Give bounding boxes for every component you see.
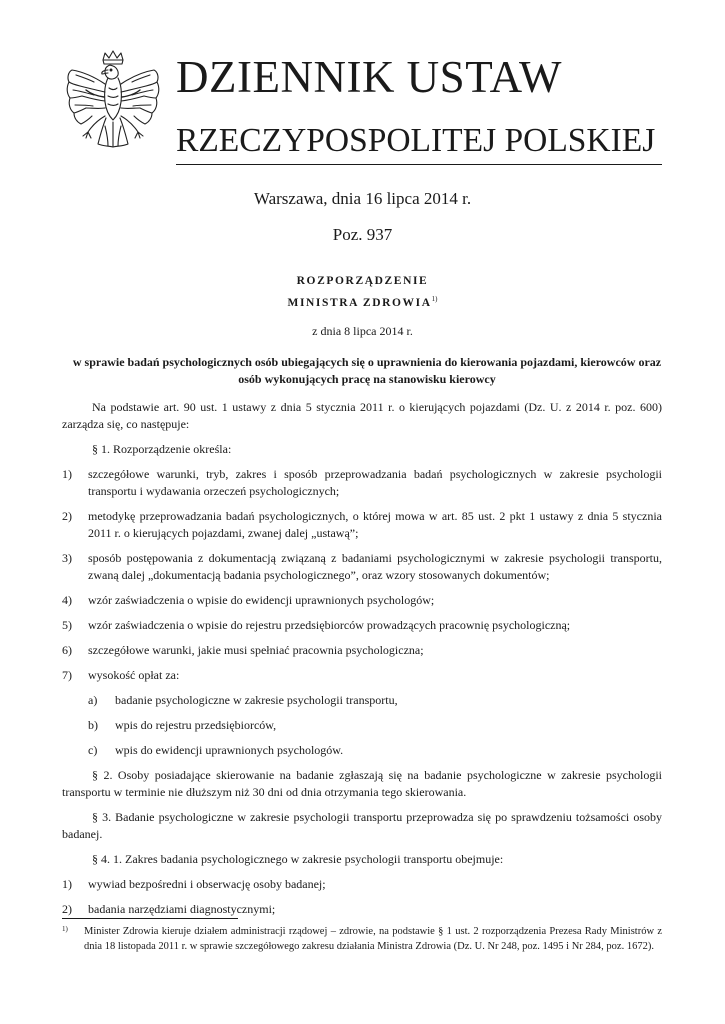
- regulation-body: [62, 399, 662, 918]
- sub-list-item: [62, 742, 662, 759]
- gazette-subtitle: RZECZYPOSPOLITEJ POLSKIEJ: [176, 122, 656, 159]
- list-item: [62, 876, 662, 893]
- list-item-text: wywiad bezpośredni i obserwację osoby badanej;: [88, 877, 326, 891]
- sub-list-item-text: badanie psychologiczne w zakresie psychologii transportu,: [115, 693, 398, 707]
- list-item-text: wzór zaświadczenia o wpisie do ewidencji uprawnionych psychologów;: [88, 593, 435, 607]
- list-item-text: wzór zaświadczenia o wpisie do rejestru przedsiębiorców prowadzących pracownię psychologiczną;: [88, 618, 571, 632]
- list-item: [62, 642, 662, 659]
- list-item-number: 7): [62, 668, 72, 682]
- act-date: z dnia 8 lipca 2014 r.: [312, 324, 413, 338]
- sub-list-item: [62, 692, 662, 709]
- footnote-number: 1): [62, 925, 68, 933]
- sub-list-item-letter: b): [88, 718, 98, 732]
- publication-date: Warszawa, dnia 16 lipca 2014 r.: [253, 189, 472, 208]
- list-item: [62, 466, 662, 500]
- list-item-number: 5): [62, 618, 72, 632]
- list-item-number: 1): [62, 467, 72, 481]
- list-item-text: szczegółowe warunki, jakie musi spełniać pracownia psychologiczna;: [88, 643, 424, 657]
- section-4-intro: § 4. 1. Zakres badania psychologicznego w zakresie psychologii transportu obejmuje:: [92, 852, 504, 866]
- list-item: [62, 508, 662, 542]
- act-subject: w sprawie badań psychologicznych osób ubiegających się o uprawnienia do kierowania pojazdami, kierowców oraz osób wykonujących pracę na stanowisku kierowcy: [72, 355, 662, 386]
- list-item: [62, 550, 662, 584]
- list-item-number: 4): [62, 593, 72, 607]
- section-2: § 2. Osoby posiadające skierowanie na badanie zgłaszają się na badanie psychologiczne w zakresie psychologii transportu w terminie nie dłuższym niż 30 dni od dnia otrzymania tego skierowania.: [62, 768, 662, 799]
- list-item-number: 3): [62, 551, 72, 565]
- position-number: Poz. 937: [332, 225, 393, 244]
- sub-list-item: [62, 717, 662, 734]
- list-item-text: sposób postępowania z dokumentacją związaną z badaniami psychologicznymi w zakresie psychologii transportu, zwaną dalej „dokumentacją badania psychologicznego”, oraz wzory stosowanych dokumentów;: [88, 551, 662, 582]
- preamble: Na podstawie art. 90 ust. 1 ustawy z dnia 5 stycznia 2011 r. o kierujących pojazdami (Dz. U. z 2014 r. poz. 600) zarządza się, co następuje:: [62, 400, 662, 431]
- list-item: [62, 592, 662, 609]
- section-1-intro: § 1. Rozporządzenie określa:: [92, 442, 232, 456]
- list-item-text: szczegółowe warunki, tryb, zakres i sposób przeprowadzania badań psychologicznych w zakresie psychologii transportu i wydawania orzeczeń psychologicznych;: [88, 467, 662, 498]
- footnote-divider: [62, 918, 238, 919]
- list-item-text: wysokość opłat za:: [88, 668, 180, 682]
- footnote-reference: 1): [431, 295, 438, 303]
- sub-list-item-letter: a): [88, 693, 98, 707]
- act-issuer-text: MINISTRA ZDROWIA: [287, 297, 432, 309]
- list-item-number: 6): [62, 643, 72, 657]
- masthead-divider: [176, 164, 662, 165]
- gazette-title: DZIENNIK USTAW: [176, 52, 562, 102]
- sub-list-item-text: wpis do rejestru przedsiębiorców,: [115, 718, 277, 732]
- list-item: [62, 901, 662, 918]
- list-item-text: metodykę przeprowadzania badań psychologicznych, o której mowa w art. 85 ust. 2 pkt 1 ustawy z dnia 5 stycznia 2011 r. o kierujących pojazdami, zwanej dalej „ustawą”;: [88, 509, 662, 540]
- list-item-number: 1): [62, 877, 72, 891]
- list-item-text: badania narzędziami diagnostycznymi;: [88, 902, 276, 916]
- footnote: [62, 924, 662, 954]
- list-item-number: 2): [62, 509, 72, 523]
- list-item: [62, 667, 662, 684]
- polish-eagle-emblem-icon: [58, 50, 168, 162]
- list-item-number: 2): [62, 902, 72, 916]
- sub-list-item-text: wpis do ewidencji uprawnionych psychologów.: [115, 743, 344, 757]
- sub-list-item-letter: c): [88, 743, 98, 757]
- act-type: ROZPORZĄDZENIE: [296, 275, 429, 287]
- list-item: [62, 617, 662, 634]
- act-issuer: [0, 295, 725, 309]
- section-3: § 3. Badanie psychologiczne w zakresie psychologii transportu przeprowadza się po sprawdzeniu tożsamości osoby badanej.: [62, 810, 662, 841]
- footnote-text: Minister Zdrowia kieruje działem administracji rządowej – zdrowie, na podstawie § 1 ust. 2 rozporządzenia Prezesa Rady Ministrów z dnia 18 listopada 2011 r. w sprawie szczegółowego zakresu działania Ministra Zdrowia (Dz. U. Nr 248, poz. 1495 i Nr 284, poz. 1672).: [84, 926, 662, 952]
